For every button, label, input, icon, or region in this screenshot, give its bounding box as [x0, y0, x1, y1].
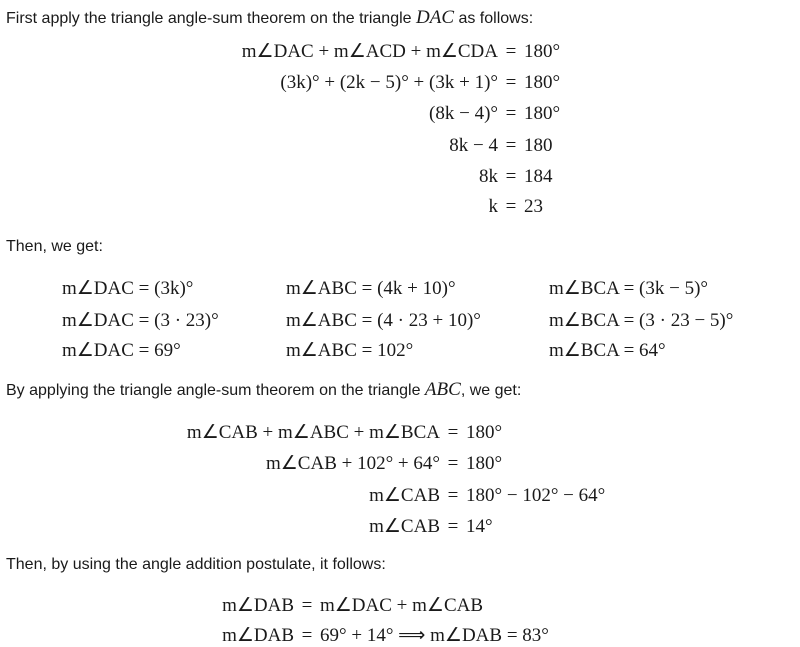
equation-lhs: m∠CAB	[369, 485, 440, 506]
equation-rhs: 180	[524, 135, 553, 156]
equation-lhs: m∠DAC + m∠ACD + m∠CDA	[241, 41, 498, 62]
equation-rhs: m∠DAC + m∠CAB	[320, 595, 484, 616]
grid-col3-row3: m∠BCA = 64°	[549, 340, 666, 361]
intro-line-2: Then, we get:	[6, 238, 103, 255]
equation-rhs: 69° + 14° ⟹ m∠DAB = 83°	[320, 625, 549, 646]
equation-rhs: 184	[524, 166, 553, 187]
equation-lhs: m∠CAB + m∠ABC + m∠BCA	[186, 422, 440, 443]
grid-col3-row1: m∠BCA = (3k − 5)°	[549, 278, 709, 299]
equation-rhs: 14°	[466, 516, 493, 537]
equation-rhs: 180°	[524, 72, 561, 93]
equation-rhs: 23	[524, 196, 543, 217]
grid-col3-row2: m∠BCA = (3 · 23 − 5)°	[549, 310, 734, 331]
grid-col2-row3: m∠ABC = 102°	[286, 340, 414, 361]
equation-rhs: 180° − 102° − 64°	[466, 485, 606, 506]
intro-line-3	[6, 381, 521, 400]
intro-line-1	[6, 9, 533, 28]
equation-lhs: m∠DAB	[222, 595, 294, 616]
equation-rhs: 180°	[466, 453, 503, 474]
equation-lhs: 8k	[479, 166, 498, 187]
equation-lhs: m∠CAB	[369, 516, 440, 537]
grid-col1-row1: m∠DAC = (3k)°	[62, 278, 194, 299]
grid-col1-row2: m∠DAC = (3 · 23)°	[62, 310, 219, 331]
equation-rhs: 180°	[466, 422, 503, 443]
equation-lhs: 8k − 4	[449, 135, 498, 156]
grid-col2-row2: m∠ABC = (4 · 23 + 10)°	[286, 310, 481, 331]
equation-lhs: m∠CAB + 102° + 64°	[265, 453, 440, 474]
intro-3-post: , we get:	[460, 382, 522, 399]
intro-1-post: as follows:	[454, 10, 534, 27]
triangle-dac-label: DAC	[416, 7, 454, 28]
grid-col1-row3: m∠DAC = 69°	[62, 340, 181, 361]
intro-line-4: Then, by using the angle addition postulate, it follows:	[6, 556, 386, 573]
equation-rhs: 180°	[524, 103, 561, 124]
intro-1-pre: First apply the triangle angle-sum theorem on the triangle	[6, 10, 416, 27]
equation-lhs: (3k)° + (2k − 5)° + (3k + 1)°	[280, 72, 498, 93]
triangle-abc-label: ABC	[424, 379, 461, 400]
intro-3-pre: By applying the triangle angle-sum theorem on the triangle	[6, 382, 425, 399]
grid-col2-row1: m∠ABC = (4k + 10)°	[286, 278, 456, 299]
equation-rhs: 180°	[524, 41, 561, 62]
equation-lhs: m∠DAB	[222, 625, 294, 646]
equation-lhs: (8k − 4)°	[429, 103, 498, 124]
equation-lhs: k	[488, 196, 498, 217]
